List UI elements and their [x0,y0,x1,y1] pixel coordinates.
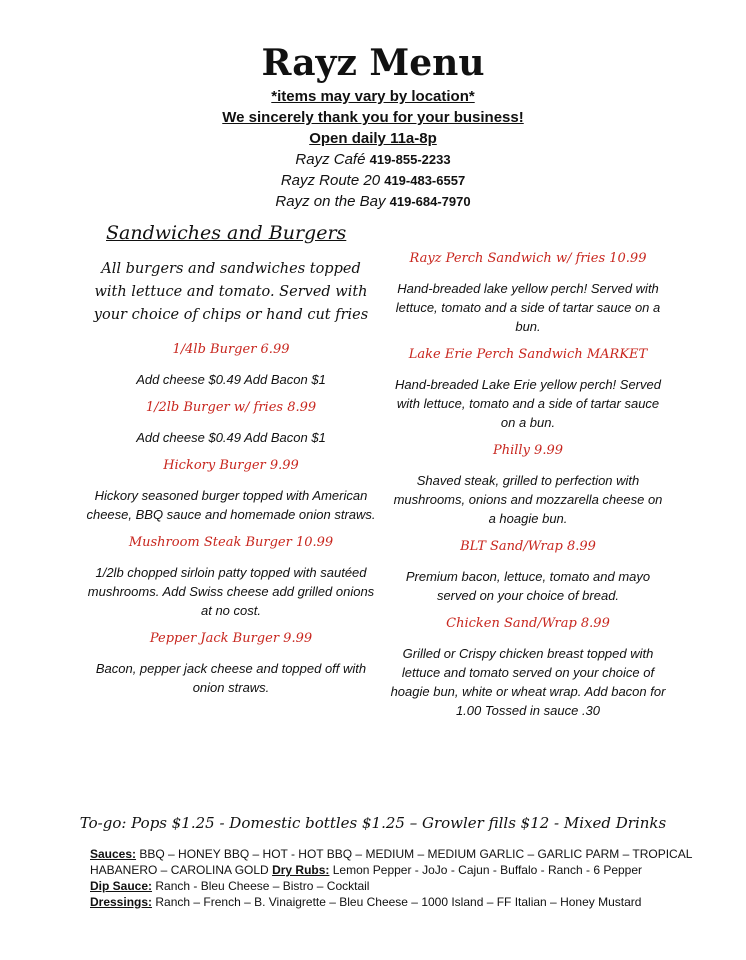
menu-item-desc: Premium bacon, lettuce, tomato and mayo served on your choice of bread. [405,569,651,603]
location-note: *items may vary by location* [271,88,475,105]
dip-label: Dip Sauce: [90,879,153,893]
hours: Open daily 11a-8p [309,130,437,147]
menu-item-desc: Add cheese $0.49 Add Bacon $1 [136,430,326,445]
menu-item-desc: Add cheese $0.49 Add Bacon $1 [136,372,326,387]
dryrubs-list: Lemon Pepper - JoJo - Cajun - Buffalo - Ranch - 6 Pepper [332,863,643,877]
dip-list: Ranch - Bleu Cheese – Bistro – Cocktail [155,879,370,893]
menu-item-name: Philly 9.99 [492,443,563,458]
sauces-list: BBQ – HONEY BBQ – HOT - HOT BBQ – MEDIUM – MEDIUM GARLIC – GARLIC PARM – TROPICAL HABANERO – CAROLINA GOLD [90,847,692,877]
location-name: Rayz on the Bay [275,193,386,210]
menu-item-desc: Bacon, pepper jack cheese and topped off with onion straws. [95,661,367,695]
left-column [86,222,376,707]
menu-item-desc: Grilled or Crispy chicken breast topped with lettuce and tomato served on your choice of hoagie bun, white or wheat wrap. Add bacon for 1.00 Tossed in sauce .30 [390,646,666,718]
dip-line [0,878,746,894]
menu-item-name: 1/2lb Burger w/ fries 8.99 [145,400,317,415]
location-line [0,149,746,170]
section-intro: All burgers and sandwiches topped with lettuce and tomato. Served with your choice of chips or hand cut fries [93,261,369,323]
menu-item-name: Mushroom Steak Burger 10.99 [128,535,334,550]
menu-item-desc: 1/2lb chopped sirloin patty topped with sautéed mushrooms. Add Swiss cheese add grilled onions at no cost. [87,565,375,618]
menu-item-desc: Hickory seasoned burger topped with American cheese, BBQ sauce and homemade onion straws. [86,488,376,522]
location-name: Rayz Café [295,151,366,168]
dressings-line [0,894,746,910]
menu-item-name: 1/4lb Burger 6.99 [172,342,290,357]
right-column [390,250,666,730]
menu-item-desc: Hand-breaded lake yellow perch! Served with lettuce, tomato and a side of tartar sauce on a bun. [395,281,661,334]
menu-item-name: Rayz Perch Sandwich w/ fries 10.99 [409,251,647,266]
menu-item-name: Hickory Burger 9.99 [163,458,299,473]
location-name: Rayz Route 20 [280,172,381,189]
sauces-line [0,846,746,878]
menu-item-desc: Shaved steak, grilled to perfection with mushrooms, onions and mozzarella cheese on a hoagie bun. [393,473,663,526]
menu-header [0,40,746,212]
thanks-message: We sincerely thank you for your business! [222,109,524,126]
section-title: Sandwiches and Burgers [106,222,347,244]
location-line [0,191,746,212]
menu-footer [0,812,746,910]
menu-item-name: BLT Sand/Wrap 8.99 [460,539,596,554]
location-phone: 419-855-2233 [369,152,451,167]
location-phone: 419-684-7970 [389,194,471,209]
sauces-label: Sauces: [90,847,137,861]
location-line [0,170,746,191]
location-phone: 419-483-6557 [384,173,466,188]
dressings-list: Ranch – French – B. Vinaigrette – Bleu Cheese – 1000 Island – FF Italian – Honey Mustard [155,895,642,909]
menu-item-name: Chicken Sand/Wrap 8.99 [446,616,610,631]
menu-item-desc: Hand-breaded Lake Erie yellow perch! Served with lettuce, tomato and a side of tartar sauce on a bun. [395,377,661,430]
menu-title: Rayz Menu [261,42,485,84]
dryrubs-label: Dry Rubs: [272,863,330,877]
menu-item-name: Pepper Jack Burger 9.99 [149,631,313,646]
dressings-label: Dressings: [90,895,153,909]
menu-item-name: Lake Erie Perch Sandwich MARKET [408,347,648,362]
togo-line: To-go: Pops $1.25 - Domestic bottles $1.25 – Growler fills $12 - Mixed Drinks [79,814,667,832]
